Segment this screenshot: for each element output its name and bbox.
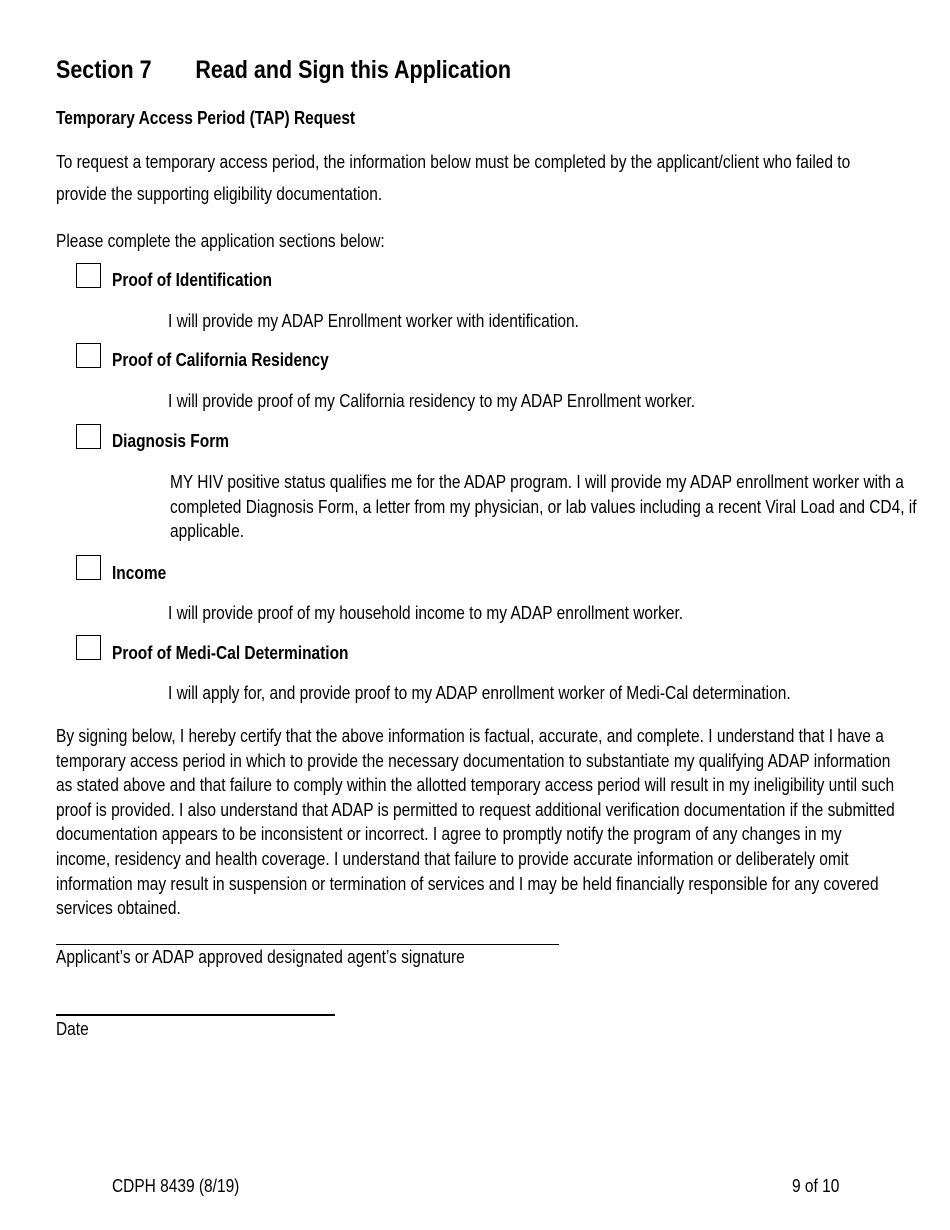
proof-of-identification-checkbox[interactable] — [76, 263, 101, 288]
proof-of-identification-description: I will provide my ADAP Enrollment worker with identification. — [168, 311, 579, 331]
income-description: I will provide proof of my household income to my ADAP enrollment worker. — [168, 603, 684, 623]
form-id: CDPH 8439 (8/19) — [112, 1176, 240, 1196]
proof-of-residency-checkbox[interactable] — [76, 343, 101, 368]
medi-cal-determination-description: I will apply for, and provide proof to my ADAP enrollment worker of Medi-Cal determination. — [168, 683, 791, 703]
date-label: Date — [56, 1019, 89, 1039]
section-title: Read and Sign this Application — [195, 56, 512, 84]
proof-of-residency-description: I will provide proof of my California residency to my ADAP Enrollment worker. — [168, 391, 696, 411]
signature-label: Applicant’s or ADAP approved designated agent’s signature — [56, 947, 465, 967]
section-number: Section 7 — [56, 56, 152, 84]
diagnosis-form-checkbox[interactable] — [76, 424, 101, 449]
medi-cal-determination-checkbox[interactable] — [76, 635, 101, 660]
diagnosis-form-label: Diagnosis Form — [112, 431, 229, 451]
page-number: 9 of 10 — [792, 1176, 840, 1196]
income-label: Income — [112, 563, 167, 583]
section-heading — [56, 56, 511, 85]
medi-cal-determination-label: Proof of Medi-Cal Determination — [112, 643, 349, 663]
tap-request-title: Temporary Access Period (TAP) Request — [56, 108, 356, 128]
instruction-text: Please complete the application sections below: — [56, 231, 385, 251]
date-field[interactable] — [56, 1014, 335, 1016]
proof-of-residency-label: Proof of California Residency — [112, 350, 329, 370]
signature-field[interactable] — [56, 944, 559, 945]
diagnosis-form-description: MY HIV positive status qualifies me for the ADAP program. I will provide my ADAP enrollment worker with a completed Diagnosis Form, a letter from my physician, or lab values including a recent Viral Load and CD4, if applicable. — [170, 472, 917, 541]
proof-of-identification-label: Proof of Identification — [112, 270, 272, 290]
tap-intro-text: To request a temporary access period, the information below must be completed by the applicant/client who failed to provide the supporting eligibility documentation. — [56, 152, 851, 204]
income-checkbox[interactable] — [76, 555, 101, 580]
certification-paragraph: By signing below, I hereby certify that the above information is factual, accurate, and complete. I understand that I have a temporary access period in which to provide the necessary documentation to substantiate my qualifying ADAP information as stated above and that failure to comply within the allotted temporary access period will result in my ineligibility until such proof is provided. I also understand that ADAP is permitted to request additional verification documentation if the submitted documentation appears to be inconsistent or incorrect. I agree to promptly notify the program of any changes in my income, residency and health coverage. I understand that failure to provide accurate information or deliberately omit information may result in suspension or termination of services and I may be held financially responsible for any covered services obtained. — [56, 726, 895, 919]
